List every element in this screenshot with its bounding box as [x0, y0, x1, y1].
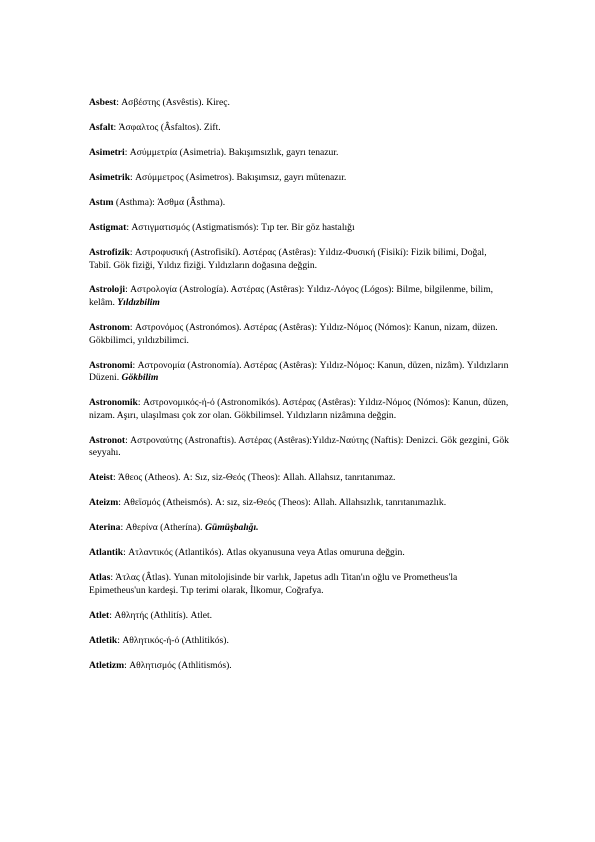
glossary-entry: [89, 547, 509, 560]
entry-term: Asimetrik: [89, 171, 131, 183]
entry-term: Astronot: [89, 434, 126, 446]
entry-definition: : Ασύμμετρία (Asimetria). Bakışımsızlık, gayrı tenazur.: [124, 146, 339, 158]
glossary-entry: [89, 497, 509, 510]
entry-term: Ateizm: [89, 497, 119, 509]
glossary-entry: [89, 472, 509, 485]
entry-definition: : Άτλας (Âtlas). Yunan mitolojisinde bir varlık, Japetus adlı Titan'ın oğlu ve Prometheus'la Epimetheus'un kardeşi. Tıp terimi olarak, İlkomur, Coğrafya.: [89, 572, 458, 596]
entry-term: Astigmat: [89, 221, 127, 233]
entry-definition: : Αθλητισμός (Athlitismós).: [124, 659, 232, 671]
glossary-entries: [89, 97, 509, 685]
entry-emphasis: Gökbilim: [121, 372, 159, 384]
glossary-entry: [89, 284, 509, 309]
glossary-entry: [89, 522, 509, 535]
entry-definition: : Αστιγματισμός (Astigmatismós): Tıp ter. Bir göz hastalığı: [126, 221, 355, 233]
entry-term: Astronomik: [89, 397, 138, 409]
entry-definition: : Αθλητικός-ή-ό (Athlitikós).: [117, 634, 229, 646]
glossary-entry: [89, 172, 509, 185]
entry-definition: : Αστροφυσική (Astrofisikí). Αστέρας (Astêras): Yıldız-Φυσική (Fisikí): Fizik bilimi, Doğal, Tabiî. Gök fiziği, Yıldız fiziği. Yıldızların doğasına değgin.: [89, 246, 487, 271]
entry-definition: : Ατλαντικός (Atlantikós). Atlas okyanusuna veya Atlas omuruna değgin.: [123, 547, 405, 559]
entry-term: Asfalt: [89, 121, 114, 133]
glossary-entry: [89, 397, 509, 422]
entry-term: Asbest: [89, 97, 117, 108]
entry-term: Ateist: [89, 472, 113, 484]
entry-emphasis: Yıldızbilim: [117, 297, 160, 309]
glossary-entry: [89, 147, 509, 160]
glossary-entry: [89, 610, 509, 623]
entry-definition: : Αστρολογία (Astrología). Αστέρας (Astêras): Yıldız-Λόγος (Lógos): Bilme, bilgilenme, bilim, kelâm.: [89, 284, 494, 309]
entry-definition: : Αστροναύτης (Astronaftis). Αστέρας (Astêras):Yıldız-Ναύτης (Naftis): Denizci. Gök gezgini, Gök seyyahı.: [89, 434, 509, 459]
glossary-entry: [89, 435, 509, 460]
glossary-entry: [89, 660, 509, 673]
entry-emphasis: Gümüşbalığı.: [204, 522, 259, 534]
entry-term: Atletik: [89, 634, 118, 646]
entry-term: Atletizm: [89, 659, 125, 671]
entry-definition: : Αθερίνα (Atherína).: [120, 522, 205, 534]
entry-term: Astrofizik: [89, 246, 130, 258]
glossary-entry: [89, 197, 509, 210]
entry-definition: : Αθεϊσμός (Atheismós). A: sız, siz-Θεός (Theos): Allah. Allahsızlık, tanrıtanımazlık.: [118, 497, 447, 509]
glossary-entry: [89, 360, 509, 385]
glossary-entry: [89, 97, 509, 110]
entry-definition: (Asthma): Άσθμα (Âsthma).: [113, 196, 226, 208]
glossary-entry: [89, 635, 509, 648]
entry-definition: : Ασβέστης (Asvêstis). Kireç.: [116, 97, 230, 108]
entry-definition: : Ασύμμετρος (Asimetros). Bakışımsız, gayrı mütenazır.: [130, 171, 347, 183]
entry-term: Aterina: [89, 522, 121, 534]
glossary-entry: [89, 222, 509, 235]
entry-term: Astronomi: [89, 359, 133, 371]
entry-definition: : Αθλητής (Athlitís). Atlet.: [109, 609, 213, 621]
entry-term: Asimetri: [89, 146, 125, 158]
entry-term: Astronom: [89, 322, 130, 334]
entry-definition: : Αστρονομικός-ή-ό (Astronomikós). Αστέρας (Astêras): Yıldız-Νόμος (Nómos): Kanun, düzen, nizam. Aşırı, ulaşılması çok zor olan. Gökbilimsel. Yıldızların nizâmına değgin.: [89, 397, 509, 421]
entry-definition: : Άσφαλτος (Âsfaltos). Zift.: [113, 121, 221, 133]
entry-definition: : Άθεος (Atheos). A: Sız, siz-Θεός (Theos): Allah. Allahsız, tanrıtanımaz.: [112, 472, 396, 484]
entry-term: Atlantik: [89, 547, 124, 559]
entry-term: Astroloji: [89, 284, 126, 296]
entry-term: Atlas: [89, 572, 111, 584]
glossary-entry: [89, 322, 509, 347]
entry-definition: : Αστρονομία (Astronomía). Αστέρας (Astêras): Yıldız-Νόμος: Kanun, düzen, nizâm). Yıldızların Düzeni.: [89, 359, 509, 384]
glossary-entry: [89, 572, 509, 597]
glossary-entry: [89, 122, 509, 135]
entry-term: Atlet: [89, 609, 110, 621]
entry-definition: : Αστρονόμος (Astronómos). Αστέρας (Astêras): Yıldız-Νόμος (Nómos): Kanun, nizam, düzen. Gökbilimci, yıldızbilimci.: [89, 322, 498, 346]
entry-term: Astım: [89, 196, 114, 208]
glossary-entry: [89, 247, 509, 272]
